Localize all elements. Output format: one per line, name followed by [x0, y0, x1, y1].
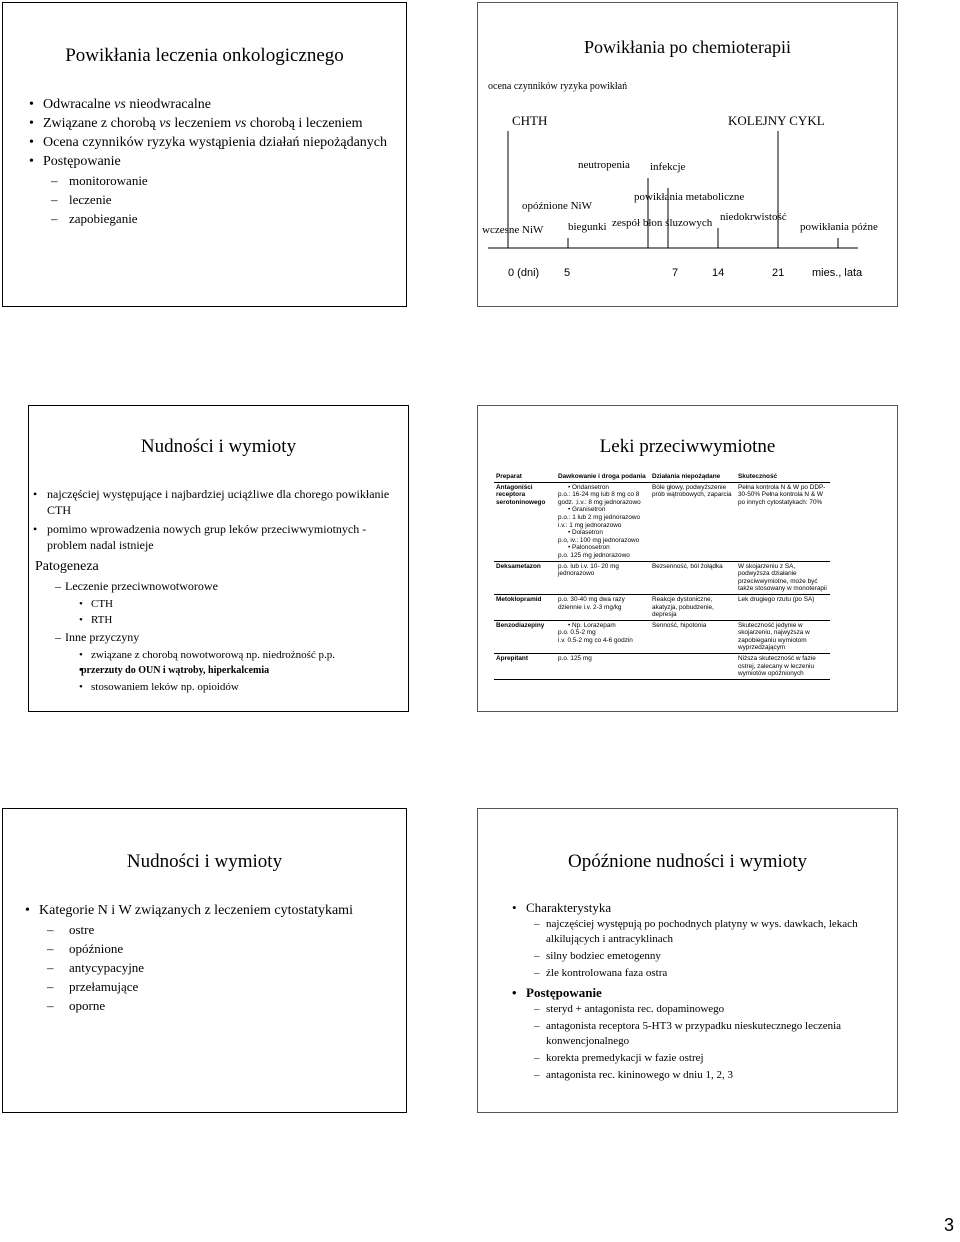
- dose-line: i.v. 0.5-2 mg co 4-6 godzin: [558, 636, 633, 644]
- risk-label: ocena czynników ryzyka powikłań: [488, 81, 628, 92]
- slide-title: Nudności i wymioty: [140, 436, 297, 457]
- col-header: Dawkowanie i droga podania: [556, 472, 650, 482]
- mgmt-steroid: – steryd + antagonista rec. dopaminowego: [508, 1002, 883, 1017]
- char-platinum: – najczęściej występują po pochodnych platyny w wys. dawkach, lekach alkilujących i antracyklinach: [508, 917, 883, 947]
- col-header: Preparat: [494, 472, 556, 482]
- slide-chemo-timeline: [477, 2, 898, 307]
- col-header: Skuteczność: [736, 472, 830, 482]
- slide-title: Powikłania leczenia onkologicznego: [65, 45, 344, 66]
- cell-efficacy: Niższa skuteczność w fazie ostrej, zalecany w leczeniu wymiotów opóźnionych: [736, 654, 830, 680]
- char-acute-phase: – źle kontrolowana faza ostra: [508, 966, 883, 981]
- dose-line: • Np. Lorazepam: [568, 621, 616, 629]
- subitem-prevention: – zapobieganie: [25, 209, 395, 228]
- dose-line: p.o. 0.5-2 mg: [558, 629, 596, 637]
- mgmt-5ht3: – antagonista receptora 5-HT3 w przypadku nieskutecznego leczenia konwencjonalnego: [508, 1019, 883, 1049]
- cell-side-effects: Bezsenność, ból żołądka: [650, 561, 736, 594]
- table-row: [494, 482, 830, 561]
- axis-day5: 5: [564, 267, 571, 279]
- mgmt-premedication: – korekta premedykacji w fazie ostrej: [508, 1051, 883, 1066]
- category-breakthrough: – przełamujące: [21, 977, 381, 996]
- dose-line: • Palonosetron: [568, 544, 610, 552]
- dose-line: • Ondansetron: [568, 483, 609, 491]
- dose-line: • Granisetron: [568, 506, 606, 514]
- table-row: [494, 620, 830, 653]
- cell-side-effects: Reakcje dystoniczne, akatyzja, pobudzenie, depresja: [650, 594, 736, 620]
- antiemetics-table: [494, 472, 830, 680]
- cell-preparation: Deksametazon: [494, 561, 556, 594]
- slide-nv-categories: [2, 808, 407, 1113]
- bullet-risk-assessment: • Ocena czynników ryzyka wystąpienia działań niepożądanych: [25, 133, 395, 152]
- category-delayed: – opóźnione: [21, 939, 381, 958]
- cell-dose: [556, 620, 650, 653]
- slide-delayed-nv: [477, 808, 898, 1113]
- cell-preparation: Aprepitant: [494, 654, 556, 680]
- cell-efficacy: W skojarzeniu z SA, podwyższa działanie przeciwwymiotne, może być także stosowany w monoterapii: [736, 561, 830, 594]
- table-row: [494, 654, 830, 680]
- dose-line: p.o.: 1 lub 2 mg jednorazowo: [558, 513, 641, 521]
- cell-dose: p.o. lub i.v. 10- 20 mg jednorazowo: [556, 561, 650, 594]
- axis-day14: 14: [712, 267, 725, 279]
- mgmt-nk1: – antagonista rec. kininowego w dniu 1, 2, 3: [508, 1068, 883, 1083]
- cell-preparation: Benzodiazepiny: [494, 620, 556, 653]
- label-diarrhea: biegunki: [568, 221, 607, 233]
- subitem-treatment: – leczenie: [25, 190, 395, 209]
- table-row: [494, 561, 830, 594]
- dose-line: p.o.: 16-24 mg lub 8 mg co 8 godz. ;i.v.: 8 mg jednorazowo: [558, 491, 641, 506]
- bullet-most-common: • najczęściej występujące i najbardziej uciążliwe dla chorego powikłanie CTH: [29, 486, 404, 518]
- axis-day0: 0 (dni): [508, 267, 540, 279]
- axis-late: mies., lata: [812, 267, 863, 279]
- next-cycle-label: KOLEJNY CYKL: [728, 113, 825, 128]
- page-number: 3: [943, 1215, 954, 1235]
- item-anticancer-treatment: – Leczenie przeciwnowotworowe: [29, 577, 404, 596]
- item-cth: • CTH: [29, 596, 404, 612]
- dose-line: p.o. 125 mg jednorazowo: [558, 551, 630, 559]
- table-row: [494, 594, 830, 620]
- label-late: powikłania późne: [800, 221, 878, 233]
- cell-dose: p.o. 30-40 mg dwa razy dziennie i.v. 2-3 mg/kg: [556, 594, 650, 620]
- item-opioids: • stosowaniem leków np. opioidów: [29, 679, 404, 695]
- cell-dose: p.o. 125 mg: [556, 654, 650, 680]
- cell-efficacy: Pełna kontrola N & W po DDP- 30-50% Pełna kontrola N & W po innych cytostatykach: 70%: [736, 482, 830, 561]
- timeline-diagram: [478, 3, 899, 308]
- cell-efficacy: Skuteczność jedynie w skojarzeniu, najwyższa w zapobieganiu wymiotom wyprzedzającym: [736, 620, 830, 653]
- category-acute: – ostre: [21, 920, 381, 939]
- slide-complications: [2, 2, 407, 307]
- subitem-monitoring: – monitorowanie: [25, 171, 395, 190]
- bullet-management: • Postępowanie: [25, 152, 395, 171]
- bullet-categories: • Kategorie N i W związanych z leczeniem cytostatykami: [21, 901, 381, 920]
- patogenesis-heading: Patogeneza: [35, 559, 99, 574]
- cell-preparation: Metoklopramid: [494, 594, 556, 620]
- slide-title: Leki przeciwwymiotne: [599, 436, 776, 457]
- item-metastases: • przerzuty do OUN i wątroby, hiperkalcemia: [29, 663, 404, 679]
- bullet-related: • Związane z chorobą vs leczeniem vs chorobą i leczeniem: [25, 114, 395, 133]
- cell-side-effects: [650, 654, 736, 680]
- label-neutropenia: neutropenia: [578, 159, 630, 171]
- dose-line: p.o, iv.: 100 mg jednorazowo: [558, 536, 640, 544]
- cell-preparation: Antagoniści receptora serotoninowego: [494, 482, 556, 561]
- label-delayed-nv: opóźnione NiW: [522, 200, 592, 212]
- slide-title: Opóźnione nudności i wymioty: [567, 851, 808, 872]
- cell-side-effects: Senność, hipotonia: [650, 620, 736, 653]
- heading-characteristics: • Charakterystyka: [508, 899, 883, 917]
- item-other-causes: – Inne przyczyny: [29, 628, 404, 647]
- axis-day7: 7: [672, 267, 679, 279]
- label-mucositis: zespół błon śluzowych: [612, 217, 713, 229]
- category-anticipatory: – antycypacyjne: [21, 958, 381, 977]
- slide-title: Powikłania po chemioterapii: [584, 37, 791, 57]
- heading-management: • Postępowanie: [508, 984, 883, 1002]
- label-metabolic: powikłania metaboliczne: [634, 191, 745, 203]
- dose-line: • Dolasetron: [568, 529, 603, 537]
- cell-efficacy: Lek drugiego rzutu (po SA): [736, 594, 830, 620]
- item-disease-related: • związane z chorobą nowotworową np. niedrożność p.p.: [29, 647, 404, 663]
- cell-side-effects: Bóle głowy, podwyższenie prób wątrobowych, zaparcia: [650, 482, 736, 561]
- label-infections: infekcje: [650, 161, 686, 173]
- category-refractory: – oporne: [21, 996, 381, 1015]
- label-anemia: niedokrwistość: [720, 211, 787, 223]
- dose-line: i.v.: 1 mg jednorazowo: [558, 521, 622, 529]
- char-emetogenic: – silny bodziec emetogenny: [508, 949, 883, 964]
- cell-dose: [556, 482, 650, 561]
- slide-nausea-vomiting: [28, 405, 409, 712]
- col-header: Działania niepożądane: [650, 472, 736, 482]
- cth-label: CHTH: [512, 113, 548, 128]
- label-early-nv: wczesne NiW: [482, 224, 544, 236]
- bullet-still-problem: • pomimo wprowadzenia nowych grup leków przeciwwymiotnych - problem nadal istnieje: [29, 521, 404, 553]
- slide-title: Nudności i wymioty: [126, 851, 283, 872]
- bullet-reversible: • Odwracalne vs nieodwracalne: [25, 95, 395, 114]
- item-rth: • RTH: [29, 612, 404, 628]
- axis-day21: 21: [772, 267, 785, 279]
